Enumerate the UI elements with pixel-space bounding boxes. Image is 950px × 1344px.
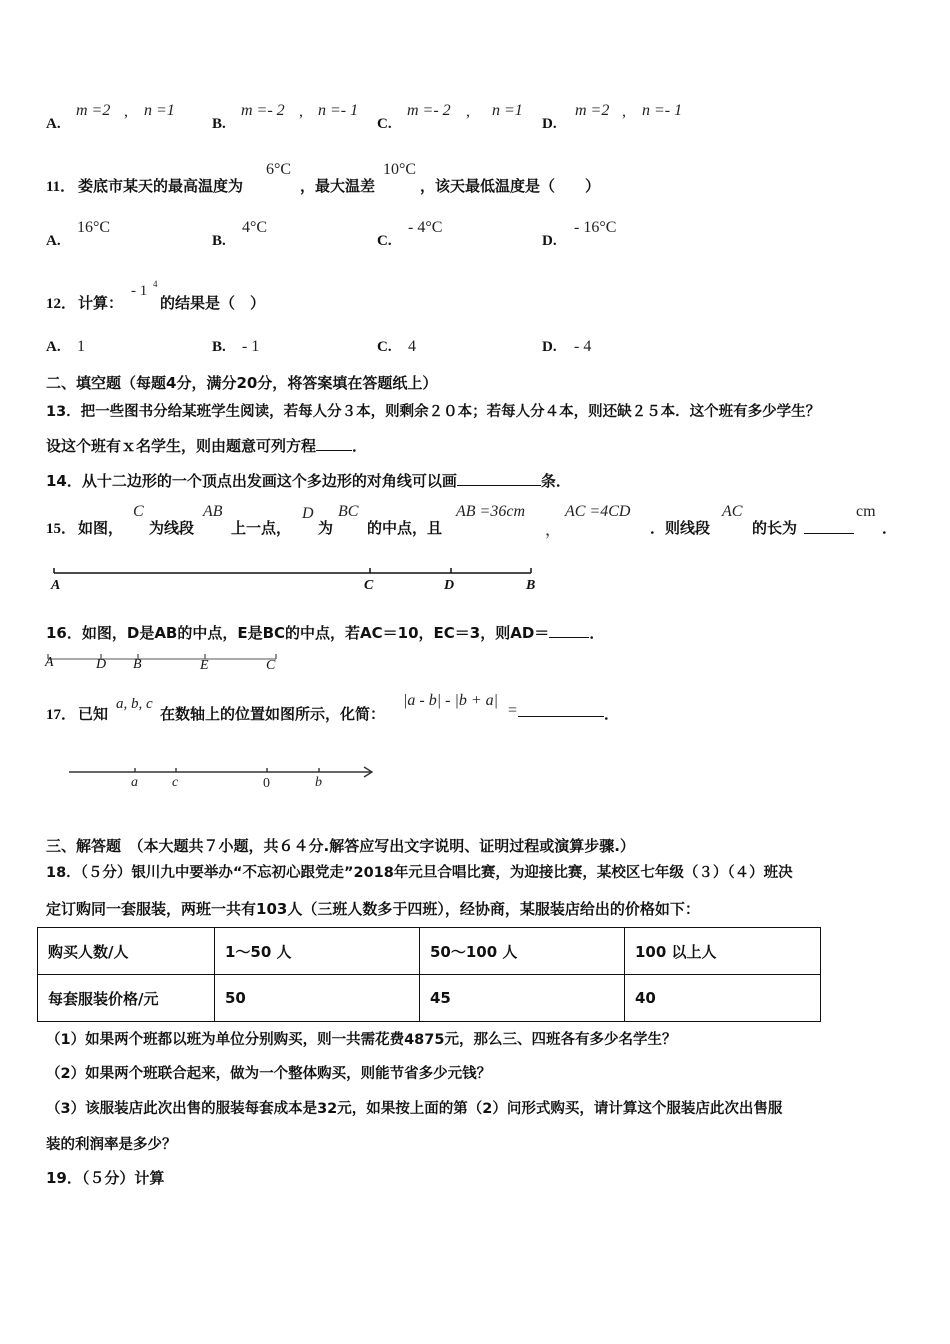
q10-option-c-sep: , <box>466 103 470 120</box>
q17-variables: a, b, c <box>116 696 153 712</box>
q17-equals: = <box>508 702 518 719</box>
q18-sub-question-3-line-2: 装的利润率是多少？ <box>46 1137 177 1153</box>
q12-expression-base: - 1 <box>131 283 148 299</box>
q10-option-b-sep: , <box>299 103 303 120</box>
q12-number: 12． <box>46 296 77 312</box>
table-cell: 50 <box>215 975 420 1022</box>
q11-text-1: 娄底市某天的最高温度为 <box>78 177 244 195</box>
q17-figure-label-zero: 0 <box>263 776 270 791</box>
q17-text-1: 已知 <box>78 705 109 723</box>
q12-expression-exponent: 4 <box>153 279 158 289</box>
q11-option-a-letter: A. <box>46 233 61 249</box>
q10-option-a-m: m =2 <box>76 102 111 119</box>
q11-option-a-value: 16°C <box>77 219 111 236</box>
q15-segment-line <box>50 562 540 582</box>
q10-option-a-letter: A. <box>46 116 61 132</box>
q10-option-b-n: n =- 1 <box>318 102 359 119</box>
q15-segment-bc: BC <box>338 503 359 520</box>
q13-line-2 <box>46 435 367 456</box>
q11-option-d-value: - 16°C <box>574 219 617 236</box>
q15-number: 15． <box>46 521 77 537</box>
q17-figure-label-b: b <box>315 775 322 790</box>
q15-text-1: 如图， <box>78 519 124 537</box>
q10-option-a-n: n =1 <box>144 102 175 119</box>
q17-figure-label-a: a <box>131 775 138 790</box>
q15-point-c: C <box>133 503 144 520</box>
q15-text-3: 上一点， <box>231 519 292 537</box>
q16-figure-label-a: A <box>45 655 54 670</box>
q16-figure-label-d: D <box>96 657 107 672</box>
q13-line-1: 13．把一些图书分给某班学生阅读，若每人分３本，则剩余２０本；若每人分４本，则还缺２５本．这个班有多少学生？ <box>46 404 821 420</box>
q15-text-7: 的长为 <box>752 519 798 537</box>
q16-answer-blank[interactable] <box>549 623 589 638</box>
q17-number: 17． <box>46 707 77 723</box>
q17-number-line <box>66 764 378 780</box>
q16-segment-line <box>44 650 284 664</box>
q14-answer-blank[interactable] <box>457 471 541 486</box>
q12-option-c-letter: C. <box>377 339 392 355</box>
q16-figure-label-c: C <box>266 658 276 673</box>
q12-option-d-value: - 4 <box>574 338 592 355</box>
table-row <box>38 975 821 1022</box>
q11-option-d-letter: D. <box>542 233 557 249</box>
q17-text-2: 在数轴上的位置如图所示，化简： <box>160 705 386 723</box>
q15-text-2: 为线段 <box>149 519 195 537</box>
section-2-heading: 二、填空题（每题4分，满分20分，将答案填在答题纸上） <box>46 374 438 392</box>
q15-comma: ， <box>545 522 562 539</box>
q11-text-3: ，该天最低温度是（ ） <box>420 177 601 195</box>
q18-sub-question-2: （2）如果两个班联合起来，做为一个整体购买，则能节省多少元钱？ <box>46 1066 492 1082</box>
q15-answer-blank[interactable] <box>804 519 854 534</box>
q11-text-2: ，最大温差 <box>300 177 376 195</box>
q11-temp-high: 6°C <box>266 161 292 178</box>
q15-text-4: 为 <box>318 519 334 537</box>
q15-segment-ac: AC <box>722 503 743 520</box>
q17-end: ． <box>604 705 620 723</box>
q15-segment-ab: AB <box>203 503 223 520</box>
q17-answer-blank[interactable] <box>518 702 604 717</box>
q16-end: ． <box>589 624 605 642</box>
q15-text-5: 的中点，且 <box>367 519 443 537</box>
q13-line-2-text: 设这个班有ｘ名学生，则由题意可列方程 <box>46 437 317 455</box>
table-cell: 购买人数/人 <box>38 928 215 975</box>
question-16 <box>46 622 604 643</box>
q11-number: 11． <box>46 179 76 195</box>
q14-text: 14．从十二边形的一个顶点出发画这个多边形的对角线可以画 <box>46 472 457 490</box>
q11-option-c-value: - 4°C <box>408 219 443 236</box>
q15-figure-label-b: B <box>526 578 536 593</box>
q11-temp-diff: 10°C <box>383 161 417 178</box>
table-cell: 40 <box>625 975 821 1022</box>
q13-answer-blank[interactable] <box>316 436 352 451</box>
q15-text-6: ．则线段 <box>650 519 711 537</box>
q18-sub-question-1: （1）如果两个班都以班为单位分别购买，则一共需花费4875元，那么三、四班各有多少名学生？ <box>46 1032 677 1048</box>
table-cell: 45 <box>420 975 625 1022</box>
q12-option-a-letter: A. <box>46 339 61 355</box>
q15-figure-label-c: C <box>364 578 374 593</box>
q12-text-1: 计算： <box>78 294 124 312</box>
q10-option-c-m: m =- 2 <box>407 102 451 119</box>
q15-point-d: D <box>302 505 314 522</box>
q15-end: ． <box>882 519 898 537</box>
price-table <box>37 927 821 1022</box>
q15-figure-label-a: A <box>51 578 61 593</box>
q15-equation-1: AB =36cm <box>456 503 525 520</box>
section-3-heading: 三、解答题 （本大题共７小题，共６４分.解答应写出文字说明、证明过程或演算步骤.） <box>46 837 635 855</box>
q16-figure-label-e: E <box>200 658 209 673</box>
q13-line-2-end: ． <box>352 437 368 455</box>
q12-text-2: 的结果是（ ） <box>160 294 266 312</box>
q15-equation-2: AC =4CD <box>565 503 631 520</box>
q18-line-1: 18．（５分）银川九中要举办“不忘初心跟党走”2018年元旦合唱比赛，为迎接比赛，某校区七年级（３）（４）班决 <box>46 865 793 881</box>
q10-option-d-m: m =2 <box>575 102 610 119</box>
table-cell: 1～50 人 <box>215 928 420 975</box>
q10-option-c-n: n =1 <box>492 102 523 119</box>
q15-unit: cm <box>856 503 876 520</box>
table-cell: 50～100 人 <box>420 928 625 975</box>
q10-option-a-sep: , <box>124 103 128 120</box>
q12-option-a-value: 1 <box>77 338 85 355</box>
q10-option-c-letter: C. <box>377 116 392 132</box>
q11-option-b-letter: B. <box>212 233 226 249</box>
q16-text: 16．如图，D是AB的中点，E是BC的中点，若AC＝10，EC＝3，则AD＝ <box>46 624 550 642</box>
table-cell: 100 以上人 <box>625 928 821 975</box>
q10-option-b-m: m =- 2 <box>241 102 285 119</box>
q10-option-d-sep: , <box>622 103 626 120</box>
question-14 <box>46 470 571 491</box>
q17-expression: |a - b| - |b + a| <box>403 692 499 709</box>
q11-option-c-letter: C. <box>377 233 392 249</box>
q12-option-b-value: - 1 <box>242 338 260 355</box>
q18-sub-question-3-line-1: （3）该服装店此次出售的服装每套成本是32元，如果按上面的第（2）问形式购买，请计算这个服装店此次出售服 <box>46 1101 783 1117</box>
q16-figure-label-b: B <box>133 657 142 672</box>
question-19: 19．（５分）计算 <box>46 1169 165 1187</box>
q18-line-2: 定订购同一套服装，两班一共有103人（三班人数多于四班），经协商，某服装店给出的价格如下： <box>46 900 700 918</box>
q10-option-d-n: n =- 1 <box>642 102 683 119</box>
q11-option-b-value: 4°C <box>242 219 268 236</box>
table-cell: 每套服装价格/元 <box>38 975 215 1022</box>
q12-option-c-value: 4 <box>408 338 416 355</box>
q12-option-d-letter: D. <box>542 339 557 355</box>
q10-option-d-letter: D. <box>542 116 557 132</box>
q10-option-b-letter: B. <box>212 116 226 132</box>
q14-end: 条． <box>540 472 571 490</box>
q12-option-b-letter: B. <box>212 339 226 355</box>
q17-figure-label-c: c <box>172 775 179 790</box>
q15-figure-label-d: D <box>444 578 455 593</box>
table-row <box>38 928 821 975</box>
